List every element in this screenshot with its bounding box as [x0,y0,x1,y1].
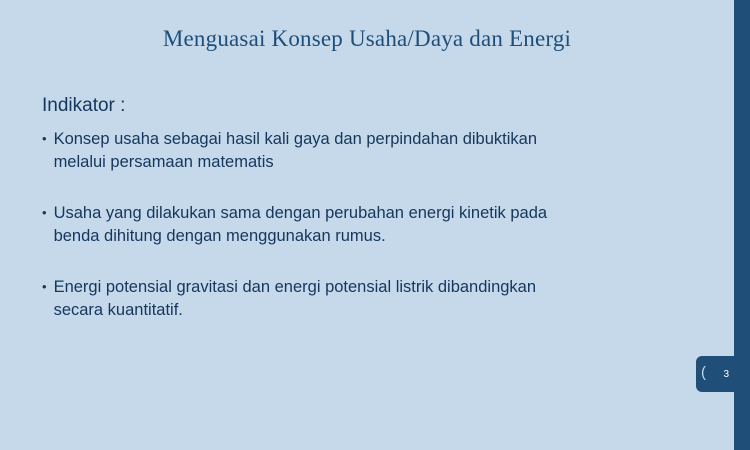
curve-decoration-icon: ( [701,364,706,381]
bullet-list [42,128,662,350]
list-item-line-2: secara kuantitatif. [53,301,183,319]
list-item-line-1: Energi potensial gravitasi dan energi potensial listrik dibandingkan [53,278,537,296]
right-accent-band [734,0,750,450]
bullet-marker-icon: • [42,205,47,220]
list-item [42,202,662,248]
list-item [42,276,662,322]
list-item-line-1: Usaha yang dilakukan sama dengan perubahan energi kinetik pada [53,204,548,222]
page-title: Menguasai Konsep Usaha/Daya dan Energi [162,26,572,51]
page-number-badge [696,356,734,392]
list-item-text [54,202,649,248]
list-item-line-2: benda dihitung dengan menggunakan rumus. [53,227,386,245]
bullet-marker-icon: • [42,131,47,146]
list-item-line-2: melalui persamaan matematis [53,153,274,171]
list-item-text [54,276,649,322]
list-item [42,128,662,174]
page-number: 3 [723,368,729,380]
list-item-line-1: Konsep usaha sebagai hasil kali gaya dan perpindahan dibuktikan [53,130,538,148]
bullet-marker-icon: • [42,279,47,294]
indicator-label: Indikator : [42,95,126,116]
list-item-text [54,128,649,174]
